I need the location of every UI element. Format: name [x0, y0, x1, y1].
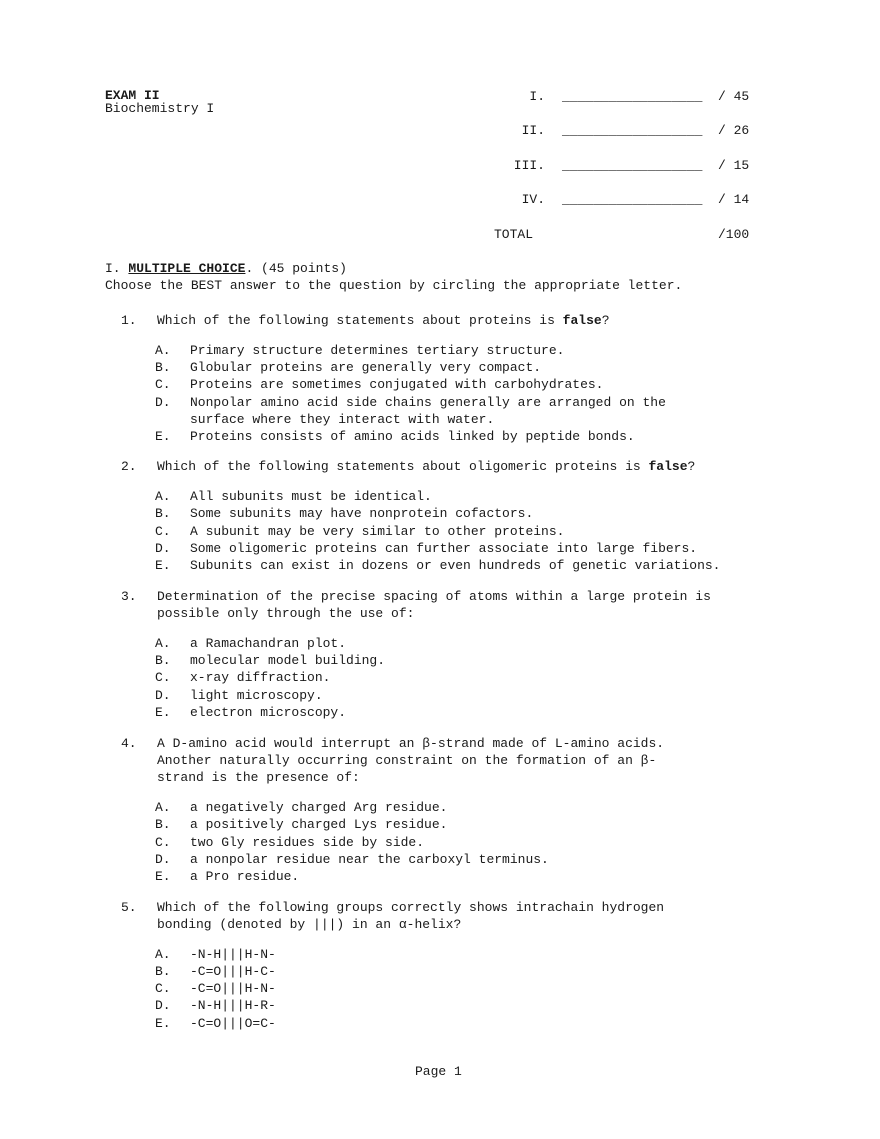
option-letter[interactable]: C. [155, 981, 171, 996]
exam-title: EXAM II [105, 88, 160, 103]
option-text: light microscopy. [190, 688, 323, 703]
section-title: MULTIPLE CHOICE [128, 261, 246, 276]
question-number: 3. [121, 589, 137, 604]
course-name: Biochemistry I [105, 101, 215, 116]
question-stem-line: bonding (denoted by |||) in an α-helix? [157, 917, 462, 932]
option-text: x-ray diffraction. [190, 670, 331, 685]
option-letter[interactable]: D. [155, 998, 171, 1013]
score-max: / 45 [718, 89, 750, 104]
option-letter[interactable]: A. [155, 636, 171, 651]
question-stem-tail: ? [687, 459, 696, 474]
section-prefix: I. [105, 261, 121, 276]
score-max: / 15 [718, 158, 750, 173]
option-letter[interactable]: A. [155, 947, 171, 962]
option-letter[interactable]: B. [155, 360, 171, 375]
option-letter[interactable]: E. [155, 705, 171, 720]
option-letter[interactable]: E. [155, 1016, 171, 1031]
score-blank[interactable]: __________________ [562, 123, 703, 138]
option-letter[interactable]: E. [155, 869, 171, 884]
option-text: A subunit may be very similar to other proteins. [190, 524, 565, 539]
option-text: Some subunits may have nonprotein cofactors. [190, 506, 534, 521]
option-letter[interactable]: A. [155, 489, 171, 504]
option-text: Subunits can exist in dozens or even hundreds of genetic variations. [190, 558, 721, 573]
question-stem [157, 312, 610, 329]
option-letter[interactable]: B. [155, 653, 171, 668]
question-stem-line: possible only through the use of: [157, 606, 415, 621]
total-max: /100 [718, 227, 750, 242]
question-stem-tail: ? [601, 313, 610, 328]
section-heading [105, 260, 347, 277]
option-letter[interactable]: B. [155, 817, 171, 832]
option-text: Nonpolar amino acid side chains generally are arranged on the [190, 395, 666, 410]
option-text: a positively charged Lys residue. [190, 817, 448, 832]
option-letter[interactable]: B. [155, 506, 171, 521]
option-text: Proteins are sometimes conjugated with carbohydrates. [190, 377, 604, 392]
option-letter[interactable]: E. [155, 558, 171, 573]
score-max: / 14 [718, 192, 750, 207]
question-stem-line: Which of the following statements about proteins is [157, 313, 563, 328]
total-label: TOTAL [494, 227, 534, 242]
option-letter[interactable]: D. [155, 852, 171, 867]
option-letter[interactable]: D. [155, 395, 171, 410]
option-letter[interactable]: A. [155, 800, 171, 815]
option-text-continued: surface where they interact with water. [190, 412, 495, 427]
score-row-label: II. [521, 123, 545, 138]
option-text: a nonpolar residue near the carboxyl terminus. [190, 852, 549, 867]
option-text: All subunits must be identical. [190, 489, 432, 504]
option-letter[interactable]: E. [155, 429, 171, 444]
option-text: Some oligomeric proteins can further associate into large fibers. [190, 541, 698, 556]
section-points: . (45 points) [245, 261, 347, 276]
option-letter[interactable]: A. [155, 343, 171, 358]
option-text: electron microscopy. [190, 705, 347, 720]
option-text: Globular proteins are generally very compact. [190, 360, 542, 375]
score-row-label: I. [529, 89, 545, 104]
option-text: -C=O|||H-N- [190, 981, 276, 996]
option-text: molecular model building. [190, 653, 386, 668]
question-number: 1. [121, 313, 137, 328]
question-stem-line: Determination of the precise spacing of atoms within a large protein is [157, 589, 711, 604]
option-text: -C=O|||H-C- [190, 964, 276, 979]
option-text: -C=O|||O=C- [190, 1016, 276, 1031]
option-letter[interactable]: B. [155, 964, 171, 979]
option-letter[interactable]: C. [155, 377, 171, 392]
option-text: a Pro residue. [190, 869, 300, 884]
page-number: Page 1 [415, 1064, 462, 1079]
option-letter[interactable]: C. [155, 524, 171, 539]
question-stem-line: Which of the following statements about oligomeric proteins is [157, 459, 649, 474]
score-blank[interactable]: __________________ [562, 89, 703, 104]
question-stem [157, 458, 695, 475]
option-text: -N-H|||H-R- [190, 998, 276, 1013]
question-emphasis: false [562, 313, 602, 328]
question-stem-line: Which of the following groups correctly shows intrachain hydrogen [157, 900, 665, 915]
score-row-label: III. [513, 158, 545, 173]
option-text: a negatively charged Arg residue. [190, 800, 448, 815]
option-text: a Ramachandran plot. [190, 636, 347, 651]
section-instructions: Choose the BEST answer to the question by circling the appropriate letter. [105, 278, 683, 293]
question-emphasis: false [648, 459, 688, 474]
option-letter[interactable]: C. [155, 670, 171, 685]
score-row-label: IV. [521, 192, 545, 207]
option-text: -N-H|||H-N- [190, 947, 276, 962]
option-text: Primary structure determines tertiary structure. [190, 343, 565, 358]
option-text: Proteins consists of amino acids linked by peptide bonds. [190, 429, 635, 444]
question-stem-line: strand is the presence of: [157, 770, 360, 785]
score-max: / 26 [718, 123, 750, 138]
question-number: 2. [121, 459, 137, 474]
score-blank[interactable]: __________________ [562, 192, 703, 207]
question-stem-line: A D-amino acid would interrupt an β-strand made of L-amino acids. [157, 736, 665, 751]
option-letter[interactable]: D. [155, 688, 171, 703]
question-stem-line: Another naturally occurring constraint on the formation of an β- [157, 753, 657, 768]
question-number: 5. [121, 900, 137, 915]
option-text: two Gly residues side by side. [190, 835, 425, 850]
question-number: 4. [121, 736, 137, 751]
score-blank[interactable]: __________________ [562, 158, 703, 173]
option-letter[interactable]: D. [155, 541, 171, 556]
option-letter[interactable]: C. [155, 835, 171, 850]
